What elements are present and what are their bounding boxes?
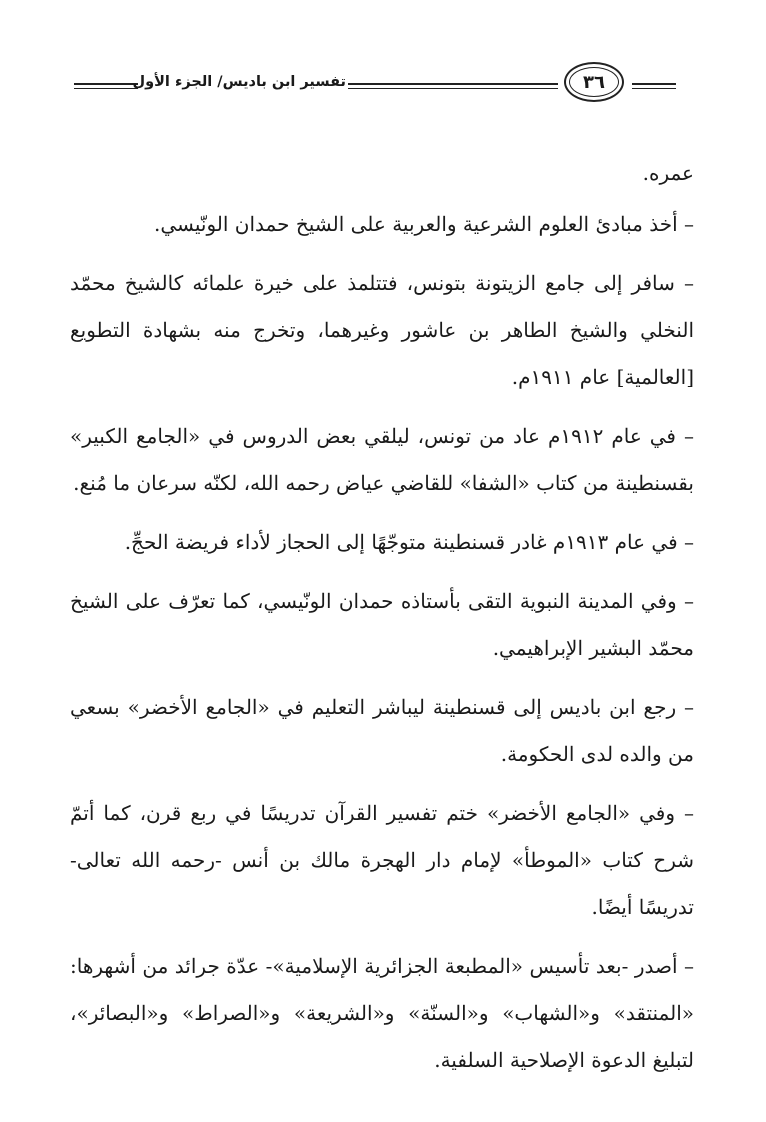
header-title: تفسير ابن باديس/ الجزء الأول xyxy=(132,74,346,90)
page-body xyxy=(70,150,694,1096)
paragraph-newspapers: – أصدر -بعد تأسيس «المطبعة الجزائرية الإسلامية»- عدّة جرائد من أشهرها: «المنتقد» و«الشهاب» و«السنّة» و«الشريعة» و«الصراط» و«البصائر»، لتبليغ الدعوة الإصلاحية السلفية. xyxy=(70,954,694,1072)
paragraph-1912: – في عام ١٩١٢م عاد من تونس، ليلقي بعض الدروس في «الجامع الكبير» بقسنطينة من كتاب «الشفا» للقاضي عياض رحمه الله، لكنّه سرعان ما مُنع. xyxy=(70,424,694,495)
header-rule-left xyxy=(74,83,138,89)
header-rule-right xyxy=(632,83,676,89)
paragraph-zaytuna: – سافر إلى جامع الزيتونة بتونس، فتتلمذ على خيرة علمائه كالشيخ محمّد النخلي والشيخ الطاهر بن عاشور وغيرهما، وتخرج منه بشهادة التطويع [العالمية] عام ١٩١١م. xyxy=(70,271,694,389)
page-number-label: ٣٦ xyxy=(583,71,605,93)
paragraph-green-mosque: – وفي «الجامع الأخضر» ختم تفسير القرآن تدريسًا في ربع قرن، كما أتمّ شرح كتاب «الموطأ» لإمام دار الهجرة مالك بن أنس -رحمه الله تعالى- تدريسًا أيضًا. xyxy=(70,801,694,919)
paragraph-early-study: – أخذ مبادئ العلوم الشرعية والعربية على الشيخ حمدان الونّيسي. xyxy=(154,212,694,236)
page-number xyxy=(564,62,624,102)
paragraph-continuation: عمره. xyxy=(642,161,694,185)
header-rule-middle xyxy=(348,83,558,89)
paragraph-return: – رجع ابن باديس إلى قسنطينة ليباشر التعليم في «الجامع الأخضر» بسعي من والده لدى الحكومة. xyxy=(70,695,694,766)
paragraph-medina: – وفي المدينة النبوية التقى بأستاذه حمدان الونّيسي، كما تعرّف على الشيخ محمّد البشير الإبراهيمي. xyxy=(70,589,694,660)
running-header xyxy=(64,62,686,112)
paragraph-1913: – في عام ١٩١٣م غادر قسنطينة متوجّهًا إلى الحجاز لأداء فريضة الحجِّ. xyxy=(124,530,694,554)
